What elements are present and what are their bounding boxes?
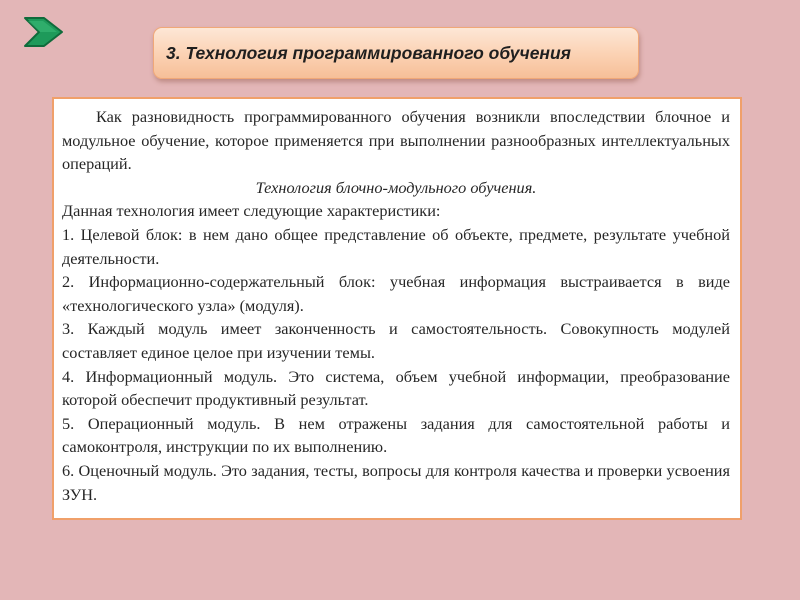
intro-paragraph: Как разновидность программированного обучения возникли впоследствии блочное и модульное обучение, которое применяется при выполнении разнообразных интеллектуальных операций. [62, 107, 730, 174]
list-item-4: 4. Информационный модуль. Это система, объем учебной информации, преобразование которой обеспечит продуктивный результат. [62, 366, 730, 410]
list-item-5: 5. Операционный модуль. В нем отражены задания для самостоятельной работы и самоконтроля, инструкции по их выполнению. [62, 413, 730, 457]
content-panel [52, 97, 742, 520]
lead-paragraph: Данная технология имеет следующие характеристики: [62, 201, 441, 221]
list-item-6: 6. Оценочный модуль. Это задания, тесты, вопросы для контроля качества и проверки усвоения ЗУН. [62, 460, 730, 504]
subheading: Технология блочно-модульного обучения. [255, 177, 537, 197]
chevron-right-icon [22, 14, 66, 50]
list-item-2: 2. Информационно-содержательный блок: учебная информация выстраивается в виде «технологического узла» (модуля). [62, 272, 730, 315]
slide-title-box [153, 27, 639, 79]
list-item-3: 3. Каждый модуль имеет законченность и самостоятельность. Совокупность модулей составляет единое целое при изучении темы. [62, 319, 730, 362]
list-item-1: 1. Целевой блок: в нем дано общее представление об объекте, предмете, результате учебной деятельности. [62, 224, 730, 268]
next-slide-button[interactable] [22, 14, 66, 50]
slide-title: 3. Технология программированного обучения [166, 42, 571, 63]
